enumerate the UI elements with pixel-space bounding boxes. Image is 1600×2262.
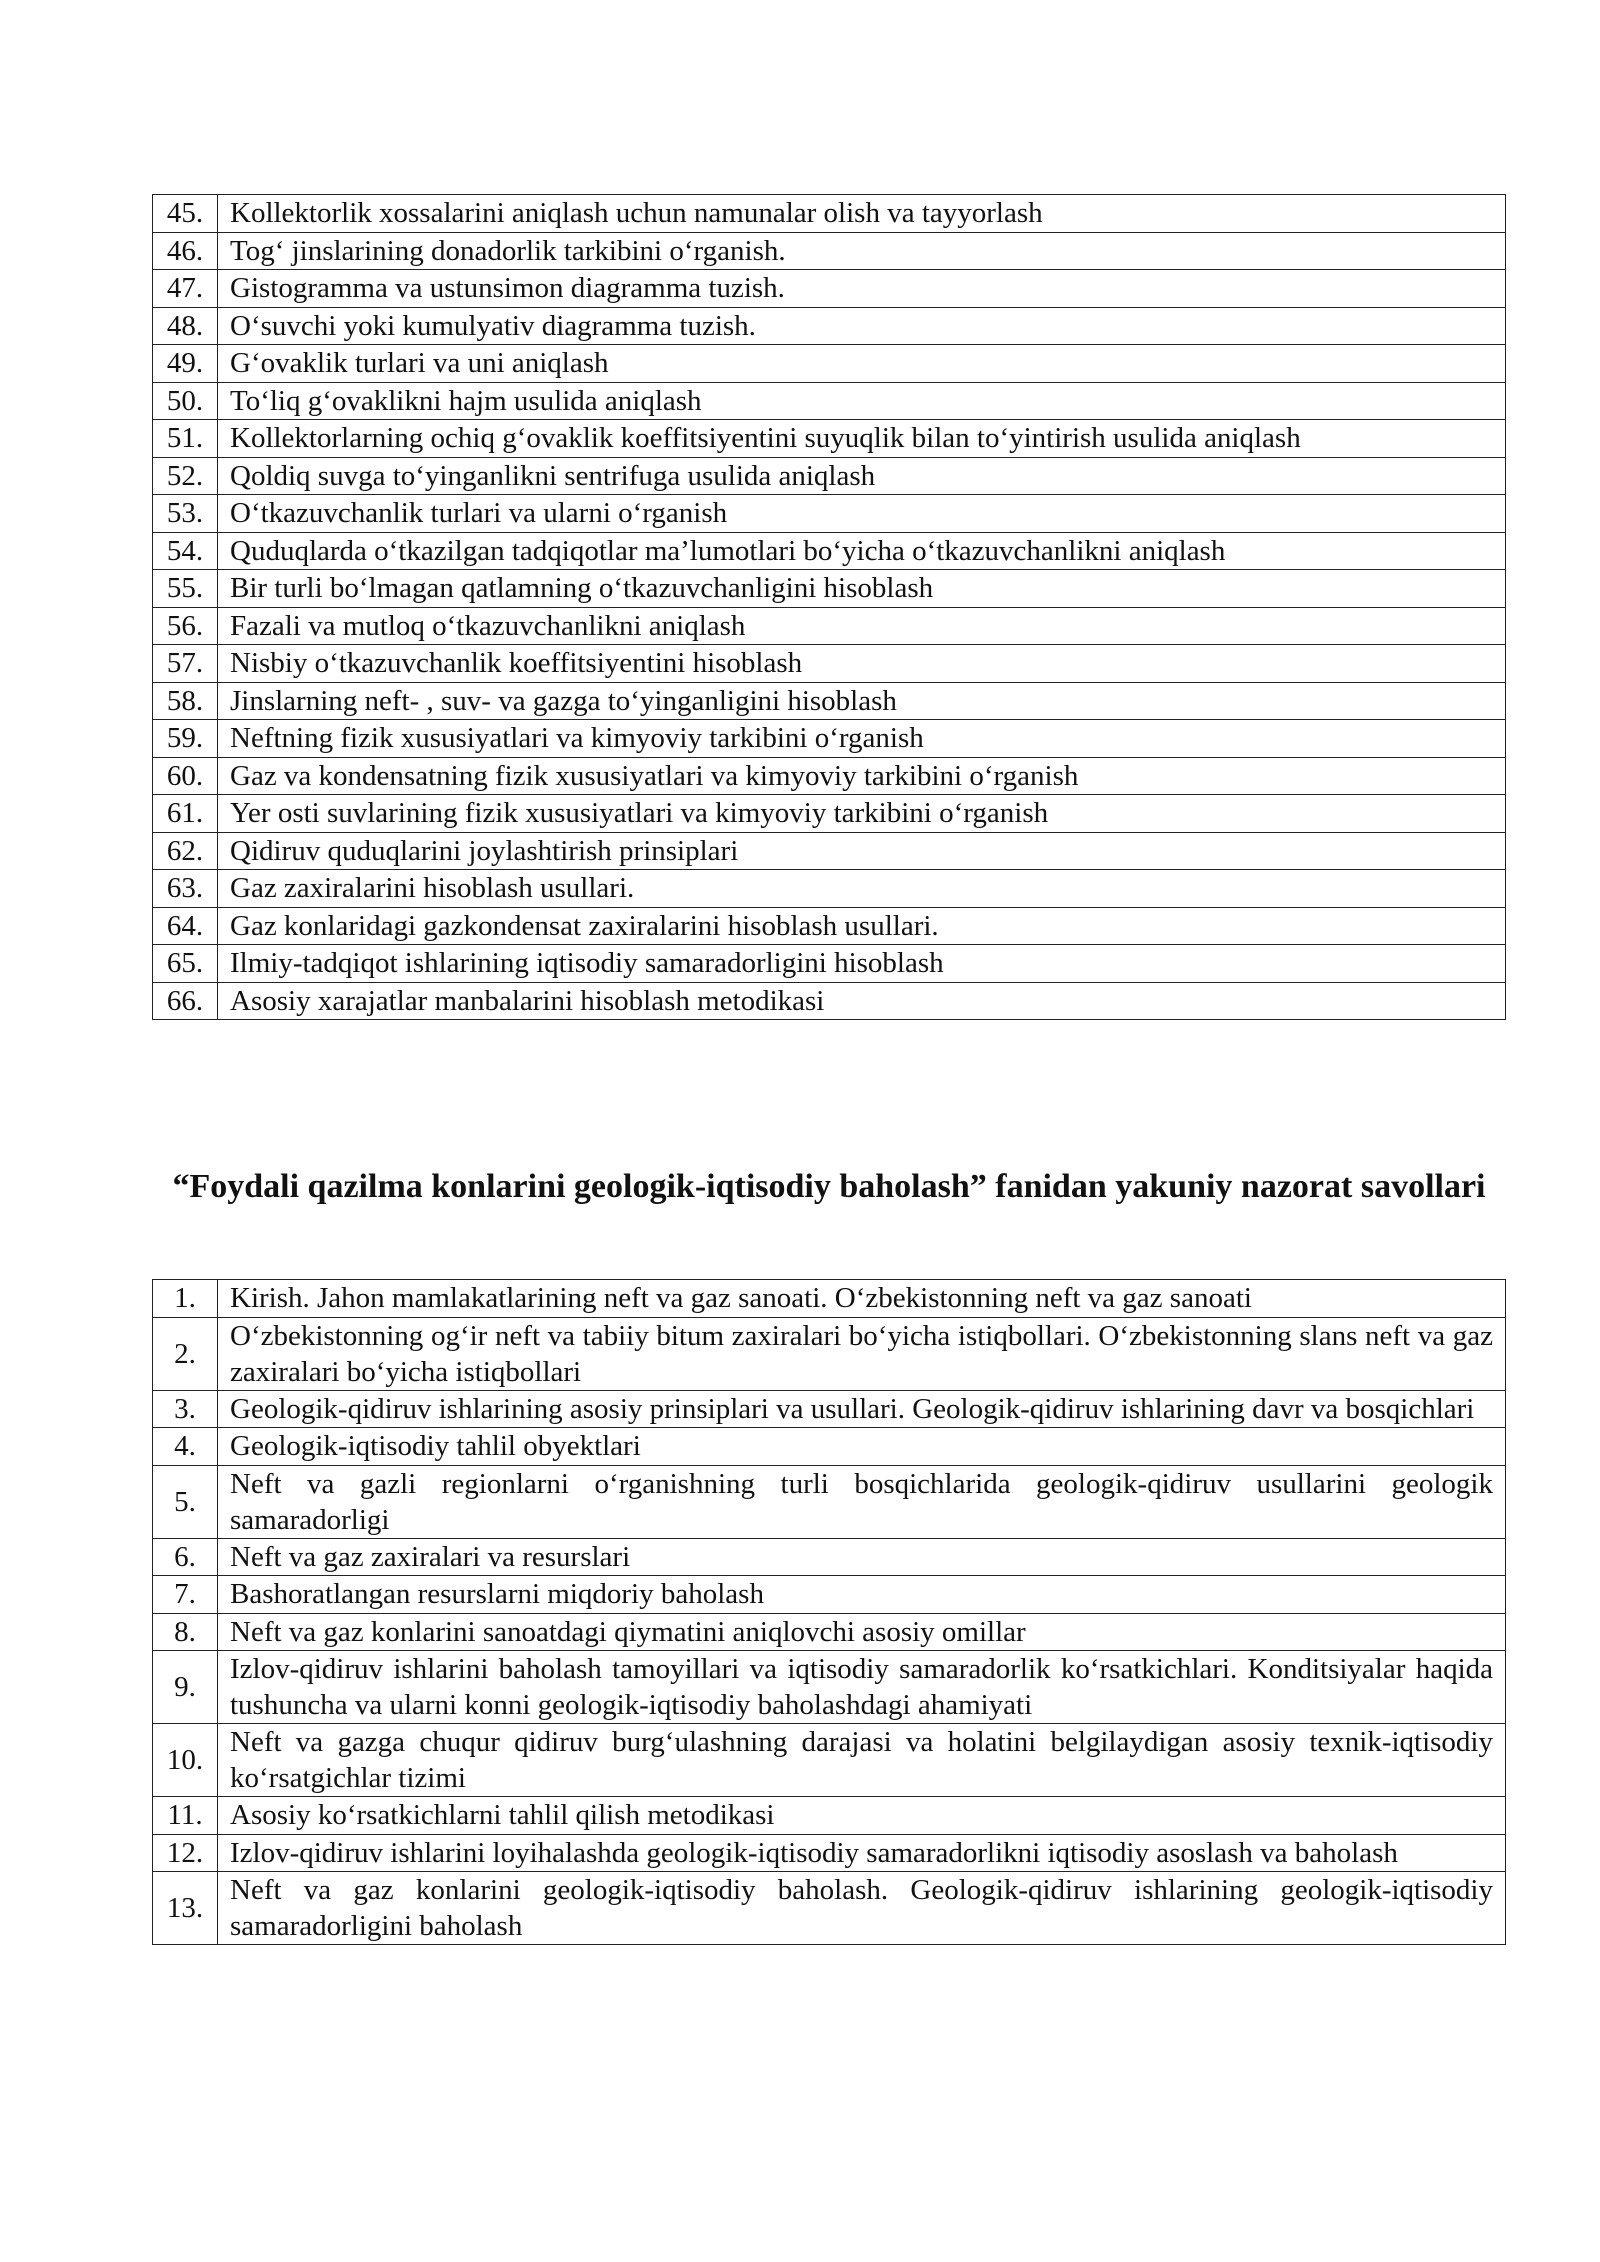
row-text: Qoldiq suvga to‘yinganlikni sentrifuga usulida aniqlash [218,457,1506,495]
row-text: Nisbiy o‘tkazuvchanlik koeffitsiyentini hisoblash [218,645,1506,683]
table-row [153,1834,1506,1872]
row-text: G‘ovaklik turlari va uni aniqlash [218,345,1506,383]
table-row [153,1797,1506,1835]
row-text: Kollektorlik xossalarini aniqlash uchun namunalar olish va tayyorlash [218,195,1506,233]
table-row [153,1613,1506,1651]
row-number: 46. [153,232,218,270]
row-number: 64. [153,907,218,945]
table-row [153,1428,1506,1466]
table-row [153,1465,1506,1538]
row-text: Gaz konlaridagi gazkondensat zaxiralarini hisoblash usullari. [218,907,1506,945]
row-text: Jinslarning neft- , suv- va gazga to‘yinganligini hisoblash [218,682,1506,720]
row-number: 56. [153,607,218,645]
row-number: 8. [153,1613,218,1651]
row-number: 48. [153,307,218,345]
row-text: Neft va gaz konlarini geologik-iqtisodiy baholash. Geologik-qidiruv ishlarining geologik-iqtisodiy samaradorligini baholash [218,1872,1506,1945]
row-text: Qidiruv quduqlarini joylashtirish prinsiplari [218,832,1506,870]
section-heading: “Foydali qazilma konlarini geologik-iqtisodiy baholash” fanidan yakuniy nazorat savollari [172,1168,1486,1205]
row-text: Bashoratlangan resurslarni miqdoriy baholash [218,1576,1506,1614]
row-text: Neftning fizik xususiyatlari va kimyoviy tarkibini o‘rganish [218,720,1506,758]
row-text: Tog‘ jinslarining donadorlik tarkibini o‘rganish. [218,232,1506,270]
table-row [153,720,1506,758]
row-number: 65. [153,945,218,983]
table-row [153,832,1506,870]
row-number: 6. [153,1538,218,1576]
row-number: 58. [153,682,218,720]
table-row [153,195,1506,233]
table-row [153,382,1506,420]
table-row [153,1651,1506,1724]
row-number: 13. [153,1872,218,1945]
table-row [153,982,1506,1020]
row-number: 47. [153,270,218,308]
row-text: Neft va gazli regionlarni o‘rganishning turli bosqichlarida geologik-qidiruv usullarini geologik samaradorligi [218,1465,1506,1538]
row-text: Fazali va mutloq o‘tkazuvchanlikni aniqlash [218,607,1506,645]
final-control-questions-table [152,1279,1506,1945]
row-number: 9. [153,1651,218,1724]
table-row [153,1538,1506,1576]
row-number: 5. [153,1465,218,1538]
row-text: Izlov-qidiruv ishlarini loyihalashda geologik-iqtisodiy samaradorlikni iqtisodiy asoslash va baholash [218,1834,1506,1872]
table-row [153,1280,1506,1318]
row-text: Yer osti suvlarining fizik xususiyatlari va kimyoviy tarkibini o‘rganish [218,795,1506,833]
row-number: 10. [153,1724,218,1797]
table-row [153,645,1506,683]
row-number: 55. [153,570,218,608]
row-text: Geologik-qidiruv ishlarining asosiy prinsiplari va usullari. Geologik-qidiruv ishlarining davr va bosqichlari [218,1390,1506,1428]
row-text: Asosiy ko‘rsatkichlarni tahlil qilish metodikasi [218,1797,1506,1835]
table-row [153,1724,1506,1797]
row-number: 51. [153,420,218,458]
row-number: 2. [153,1317,218,1390]
table-row [153,495,1506,533]
table-row [153,457,1506,495]
row-number: 66. [153,982,218,1020]
row-number: 57. [153,645,218,683]
row-text: Gaz zaxiralarini hisoblash usullari. [218,870,1506,908]
row-number: 3. [153,1390,218,1428]
row-number: 1. [153,1280,218,1318]
row-text: Kirish. Jahon mamlakatlarining neft va gaz sanoati. O‘zbekistonning neft va gaz sanoati [218,1280,1506,1318]
row-text: Neft va gaz konlarini sanoatdagi qiymatini aniqlovchi asosiy omillar [218,1613,1506,1651]
row-text: To‘liq g‘ovaklikni hajm usulida aniqlash [218,382,1506,420]
table-row [153,682,1506,720]
row-text: Ilmiy-tadqiqot ishlarining iqtisodiy samaradorligini hisoblash [218,945,1506,983]
row-text: Neft va gazga chuqur qidiruv burg‘ulashning darajasi va holatini belgilaydigan asosiy texnik-iqtisodiy ko‘rsatgichlar tizimi [218,1724,1506,1797]
table-row [153,945,1506,983]
row-text: Geologik-iqtisodiy tahlil obyektlari [218,1428,1506,1466]
row-text: Asosiy xarajatlar manbalarini hisoblash metodikasi [218,982,1506,1020]
table-row [153,232,1506,270]
row-number: 54. [153,532,218,570]
table-row [153,795,1506,833]
questions-table-continued [152,194,1506,1020]
table-row [153,1872,1506,1945]
row-number: 45. [153,195,218,233]
table-row [153,570,1506,608]
row-text: O‘tkazuvchanlik turlari va ularni o‘rganish [218,495,1506,533]
table-row [153,532,1506,570]
table-row [153,1390,1506,1428]
row-number: 50. [153,382,218,420]
row-number: 49. [153,345,218,383]
table-row [153,420,1506,458]
table-row [153,1576,1506,1614]
table-row [153,757,1506,795]
row-number: 63. [153,870,218,908]
row-number: 11. [153,1797,218,1835]
row-number: 12. [153,1834,218,1872]
row-number: 62. [153,832,218,870]
table-row [153,345,1506,383]
row-number: 59. [153,720,218,758]
table-row [153,1317,1506,1390]
row-text: Izlov-qidiruv ishlarini baholash tamoyillari va iqtisodiy samaradorlik ko‘rsatkichlari. Konditsiyalar haqida tushuncha va ularni konni geologik-iqtisodiy baholashdagi ahamiyati [218,1651,1506,1724]
table-row [153,870,1506,908]
row-number: 61. [153,795,218,833]
row-number: 7. [153,1576,218,1614]
row-number: 60. [153,757,218,795]
row-text: O‘suvchi yoki kumulyativ diagramma tuzish. [218,307,1506,345]
table-row [153,270,1506,308]
row-number: 52. [153,457,218,495]
table-row [153,307,1506,345]
table-row [153,907,1506,945]
row-text: Bir turli bo‘lmagan qatlamning o‘tkazuvchanligini hisoblash [218,570,1506,608]
row-text: Gaz va kondensatning fizik xususiyatlari va kimyoviy tarkibini o‘rganish [218,757,1506,795]
row-text: Kollektorlarning ochiq g‘ovaklik koeffitsiyentini suyuqlik bilan to‘yintirish usulida aniqlash [218,420,1506,458]
table-row [153,607,1506,645]
row-text: O‘zbekistonning og‘ir neft va tabiiy bitum zaxiralari bo‘yicha istiqbollari. O‘zbekistonning slans neft va gaz zaxiralari bo‘yicha istiqbollari [218,1317,1506,1390]
row-text: Quduqlarda o‘tkazilgan tadqiqotlar ma’lumotlari bo‘yicha o‘tkazuvchanlikni aniqlash [218,532,1506,570]
row-text: Neft va gaz zaxiralari va resurslari [218,1538,1506,1576]
row-text: Gistogramma va ustunsimon diagramma tuzish. [218,270,1506,308]
row-number: 53. [153,495,218,533]
row-number: 4. [153,1428,218,1466]
